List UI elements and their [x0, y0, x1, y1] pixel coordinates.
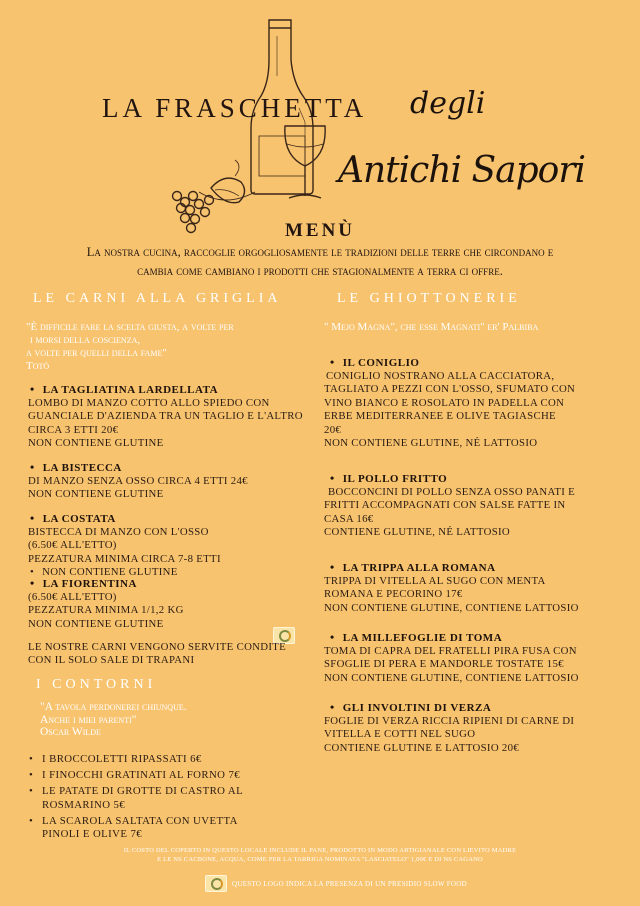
menu-item: [30, 576, 184, 631]
quote-author: Totò: [26, 360, 50, 372]
menu-item-line: BOCCONCINI DI POLLO SENZA OSSO PANATI E: [328, 486, 576, 498]
menu-item-line: TOMA DI CAPRA DEL FRATELLI PIRA FUSA CON: [324, 645, 577, 657]
menu-item-name: • LA FIORENTINA: [30, 576, 184, 591]
menu-item-line: CASA 16€: [324, 512, 374, 525]
menu-item-line: SFOGLIE DI PERA E MANDORLE TOSTATE 15€: [324, 658, 564, 671]
contorni-item-continued: PINOLI E OLIVE 7€: [42, 828, 143, 840]
menu-item-name: • IL POLLO FRITTO: [330, 471, 575, 486]
menu-item-line: PEZZATURA MINIMA CIRCA 7-8 ETTI: [28, 552, 221, 565]
section-heading-contorni: I CONTORNI: [36, 677, 157, 692]
contorni-item: • I BROCCOLETTI RIPASSATI 6€: [26, 753, 243, 767]
menu-item-line: LOMBO DI MANZO COTTO ALLO SPIEDO CON: [28, 397, 270, 409]
menu-item-line: CONTIENE GLUTINE E LATTOSIO 20€: [324, 741, 520, 754]
menu-item-line: VITELLA E COTTI NEL SUGO: [324, 728, 476, 741]
menu-item-line: NON CONTIENE GLUTINE, NÉ LATTOSIO: [324, 437, 538, 450]
carni-note: [28, 641, 286, 668]
quote-author: Oscar Wilde: [40, 726, 101, 738]
quote-line: i morsi della coscienza,: [30, 334, 141, 346]
contorni-item: • I FINOCCHI GRATINATI AL FORNO 7€: [26, 769, 243, 783]
footer-note-line: IL COSTO DEL COPERTO IN QUESTO LOCALE INCLUDE IL PANE, PRODOTTO IN MODO ARTIGIANALE CON LIEVITO MADRE: [123, 847, 517, 854]
menu-item-line: 20€: [324, 423, 342, 436]
menu-item-line: FRITTI ACCOMPAGNATI CON SALSE FATTE IN: [324, 499, 566, 512]
restaurant-title-degli: degli: [410, 86, 486, 121]
menu-item-line: • NON CONTIENE GLUTINE: [30, 566, 221, 579]
menu-item-line: NON CONTIENE GLUTINE, CONTIENE LATTOSIO: [324, 601, 579, 614]
footer-note: [110, 846, 530, 864]
menu-item-line: ROMANA E PECORINO 17€: [324, 588, 463, 601]
menu-item-name: • IL CONIGLIO: [330, 355, 575, 370]
ghiotto-quote: " Mejo Magna", che esse Magnati" er' Palbiba: [324, 321, 539, 333]
menu-item: [30, 511, 221, 580]
carni-note-line: CON IL SOLO SALE DI TRAPANI: [28, 654, 195, 667]
menu-item-line: CONIGLIO NOSTRANO ALLA CACCIATORA,: [326, 370, 555, 382]
menu-item-name: • GLI INVOLTINI DI VERZA: [330, 700, 574, 715]
slow-food-logo: [205, 875, 227, 892]
quote-line: Anche i miei parenti": [40, 713, 137, 726]
menu-item: [324, 630, 579, 685]
section-heading-carni: LE CARNI ALLA GRIGLIA: [33, 291, 282, 306]
carni-note-line: LE NOSTRE CARNI VENGONO SERVITE CONDITE: [28, 641, 287, 653]
menu-item-line: VINO BIANCO E ROSOLATO IN PADELLA CON: [324, 396, 565, 409]
menu-item-line: GUANCIALE D'AZIENDA TRA UN TAGLIO E L'ALTRO: [28, 410, 303, 423]
contorni-item: • LA SCAROLA SALTATA CON UVETTA: [26, 815, 243, 829]
menu-item: [30, 460, 248, 502]
menu-item: [324, 471, 576, 540]
menu-item: [324, 700, 575, 755]
menu-item-line: TRIPPA DI VITELLA AL SUGO CON MENTA: [324, 575, 546, 587]
menu-item-line: DI MANZO SENZA OSSO CIRCA 4 ETTI 24€: [28, 475, 248, 487]
menu-item-line: TAGLIATO A PEZZI CON L'OSSO, SFUMATO CON: [324, 383, 576, 396]
menu-heading: MENÙ: [284, 220, 356, 241]
contorni-quote: [40, 701, 187, 739]
quote-line: "A tavola perdonerei chiunque.: [40, 701, 187, 713]
menu-item: [324, 560, 579, 615]
contorni-item-continued: ROSMARINO 5€: [42, 798, 126, 811]
menu-item-line: FOGLIE DI VERZA RICCIA RIPIENI DI CARNE DI: [324, 715, 575, 727]
menu-item-name: • LA TAGLIATINA LARDELLATA: [30, 382, 303, 397]
quote-line: "È difficile fare la scelta giusta, a volte per: [26, 321, 234, 333]
menu-item-line: (6.50€ ALL'ETTO): [28, 591, 117, 603]
menu-item-line: (6.50€ ALL'ETTO): [28, 539, 117, 552]
menu-item-line: BISTECCA DI MANZO CON L'OSSO: [28, 526, 209, 538]
intro-text: La nostra cucina, raccoglie orgogliosamente le tradizioni delle terre che circondano e cambia come cambiano i prodotti che stagionalmente a terra ci offre.: [86, 245, 554, 278]
carni-quote: [26, 321, 234, 373]
menu-item: [324, 355, 576, 450]
contorni-item: • LE PATATE DI GROTTE DI CASTRO AL: [26, 785, 243, 799]
section-heading-ghiottonerie: LE GHIOTTONERIE: [337, 291, 521, 306]
menu-item-name: • LA MILLEFOGLIE DI TOMA: [330, 630, 579, 645]
menu-item-name: • LA TRIPPA ALLA ROMANA: [330, 560, 579, 575]
footer-logo-text: QUESTO LOGO INDICA LA PRESENZA DI UN PRESIDIO SLOW FOOD: [232, 880, 467, 888]
restaurant-title: LA FRASCHETTA: [102, 93, 368, 123]
footer-note-line: E LE NS CACBONE, ACQUA, COME PER LA TARRIGA NOMINATA "LASCIATELO" 1,00€ E DI NS CAGANO: [157, 856, 483, 863]
menu-item: [30, 382, 303, 451]
quote-line: a volte per quelli della fame": [26, 347, 167, 359]
menu-item-line: CONTIENE GLUTINE, NÉ LATTOSIO: [324, 526, 511, 539]
menu-item-line: NON CONTIENE GLUTINE: [28, 437, 164, 450]
menu-item-line: ERBE MEDITERRANEE E OLIVE TAGIASCHE: [324, 410, 556, 423]
contorni-list: [26, 753, 243, 844]
menu-item-line: NON CONTIENE GLUTINE: [28, 617, 164, 630]
restaurant-title-antichi-sapori: Antichi Sapori: [338, 150, 586, 191]
menu-item-name: • LA COSTATA: [30, 511, 221, 526]
wine-bottle-glass-grapes-illustration: [165, 16, 345, 236]
menu-item-name: • LA BISTECCA: [30, 460, 248, 475]
menu-item-line: CIRCA 3 ETTI 20€: [28, 423, 119, 436]
menu-item-line: NON CONTIENE GLUTINE, CONTIENE LATTOSIO: [324, 671, 579, 684]
menu-item-line: PEZZATURA MINIMA 1/1,2 KG: [28, 604, 184, 617]
menu-item-line: NON CONTIENE GLUTINE: [28, 488, 164, 501]
